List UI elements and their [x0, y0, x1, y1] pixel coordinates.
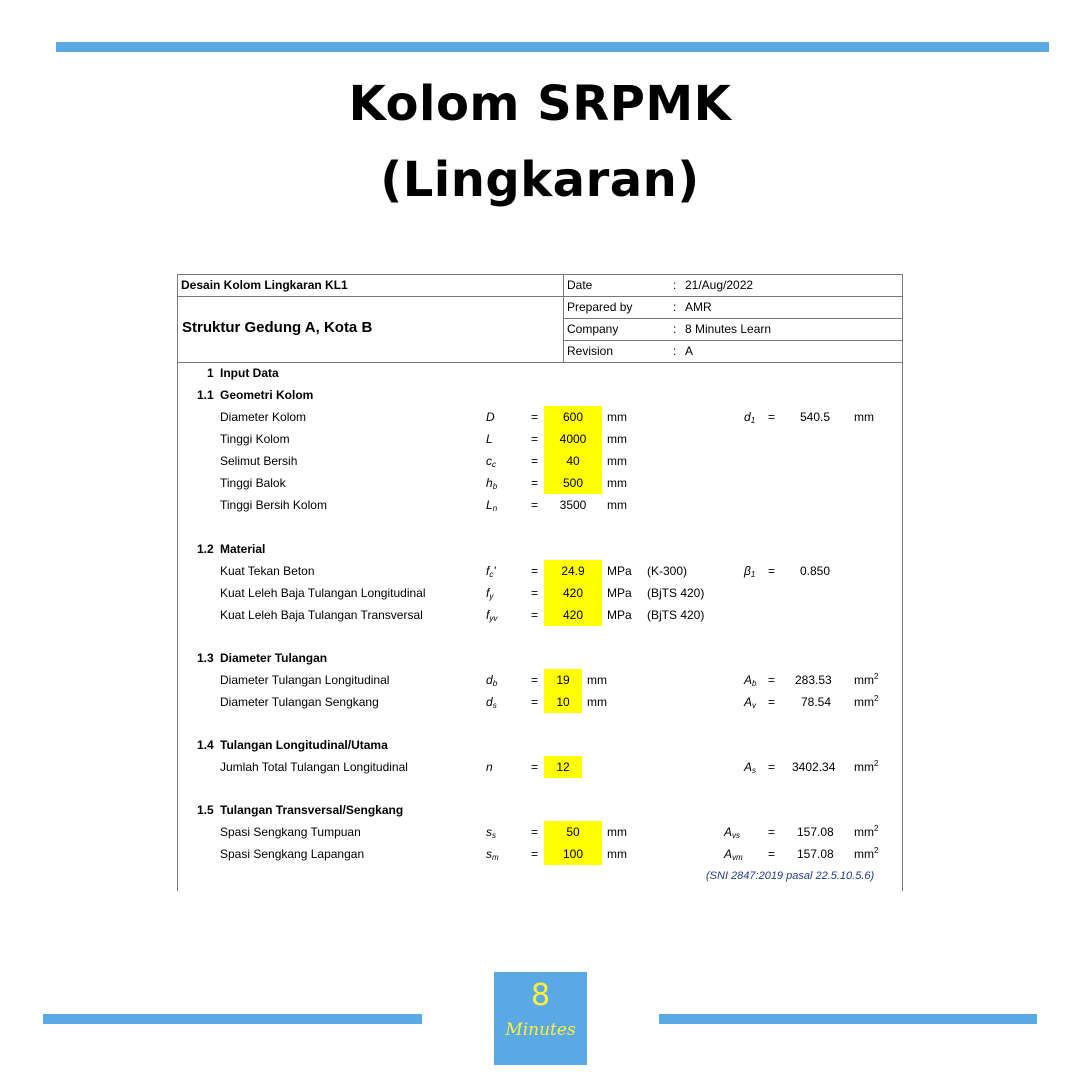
param-symbol: $s_s$ [486, 825, 496, 840]
equals-sign: = [531, 476, 539, 490]
equals-sign: = [531, 432, 539, 446]
result-unit: $mm^2$ [854, 824, 879, 839]
meta-value-revision: A [685, 344, 694, 358]
result-equals: = [768, 673, 776, 687]
param-symbol: $c_c$ [486, 454, 496, 469]
input-value[interactable]: 420 [562, 586, 584, 600]
subsection-number: 1.1 [197, 388, 214, 402]
param-label: Tinggi Bersih Kolom [220, 498, 327, 512]
param-label: Selimut Bersih [220, 454, 298, 468]
param-symbol: $L_n$ [486, 498, 498, 513]
param-symbol: $d_s$ [486, 695, 497, 710]
design-title: Desain Kolom Lingkaran KL1 [181, 278, 348, 292]
grade-label: (BjTS 420) [647, 586, 705, 600]
subsection-title: Tulangan Longitudinal/Utama [220, 738, 388, 752]
result-equals: = [768, 410, 776, 424]
unit-label: MPa [607, 608, 632, 622]
result-symbol: $\beta_1$ [744, 564, 756, 579]
logo-word: Minutes [505, 1020, 576, 1040]
unit-label: mm [607, 454, 627, 468]
meta-label-company: Company [567, 322, 619, 336]
input-value[interactable]: 4000 [559, 432, 587, 446]
result-value: 0.850 [800, 564, 831, 578]
result-unit: $mm^2$ [854, 759, 879, 774]
subsection-number: 1.3 [197, 651, 214, 665]
equals-sign: = [531, 586, 539, 600]
page-title-line1: Kolom SRPMK [348, 76, 732, 132]
result-value: 283.53 [795, 673, 832, 687]
input-value[interactable]: 19 [556, 673, 570, 687]
param-symbol: $h_b$ [486, 476, 498, 491]
subsection-number: 1.4 [197, 738, 214, 752]
meta-sep-prepared-by: : [673, 300, 677, 314]
param-label: Diameter Kolom [220, 410, 307, 424]
input-value[interactable]: 40 [566, 454, 580, 468]
subsection-number: 1.2 [197, 542, 214, 556]
input-value[interactable]: 24.9 [561, 564, 585, 578]
result-equals: = [768, 847, 776, 861]
param-label: Spasi Sengkang Lapangan [220, 847, 365, 861]
input-value[interactable]: 100 [562, 847, 584, 861]
subsection-title: Tulangan Transversal/Sengkang [220, 803, 404, 817]
param-symbol: $f_y$ [486, 586, 494, 601]
param-symbol: $f_{yv}$ [486, 608, 498, 623]
unit-label: mm [607, 410, 627, 424]
result-unit: $mm^2$ [854, 672, 879, 687]
unit-label: mm [607, 825, 627, 839]
input-value[interactable]: 10 [556, 695, 570, 709]
equals-sign: = [531, 608, 539, 622]
brand-logo [494, 972, 587, 1065]
unit-label: mm [607, 432, 627, 446]
param-symbol: n [486, 760, 493, 774]
input-value[interactable]: 420 [562, 608, 584, 622]
input-value[interactable]: 500 [562, 476, 584, 490]
meta-value-company: 8 Minutes Learn [685, 322, 772, 336]
equals-sign: = [531, 760, 539, 774]
result-symbol: $A_b$ [744, 673, 757, 688]
result-unit: $mm^2$ [854, 694, 879, 709]
unit-label: mm [587, 673, 607, 687]
result-value: 157.08 [797, 825, 834, 839]
meta-row-line-3 [178, 362, 902, 363]
param-symbol: L [486, 432, 493, 446]
result-value: 157.08 [797, 847, 834, 861]
project-name: Struktur Gedung A, Kota B [182, 319, 373, 336]
meta-value-prepared-by: AMR [685, 300, 712, 314]
result-unit: mm [854, 410, 874, 424]
calculation-sheet [177, 274, 903, 891]
top-accent-bar [56, 42, 1049, 52]
result-equals: = [768, 695, 776, 709]
page-title-line2: (Lingkaran) [380, 152, 700, 208]
input-value[interactable]: 600 [562, 410, 584, 424]
result-symbol: $A_{vs}$ [724, 825, 741, 840]
equals-sign: = [531, 454, 539, 468]
equals-sign: = [531, 695, 539, 709]
code-reference-note: (SNI 2847:2019 pasal 22.5.10.5.6) [706, 870, 875, 882]
meta-label-revision: Revision [567, 344, 614, 358]
param-label: Kuat Tekan Beton [220, 564, 315, 578]
param-label: Jumlah Total Tulangan Longitudinal [220, 760, 408, 774]
result-value: 3402.34 [792, 760, 836, 774]
equals-sign: = [531, 498, 539, 512]
result-equals: = [768, 760, 776, 774]
unit-label: mm [607, 847, 627, 861]
grade-label: (BjTS 420) [647, 608, 705, 622]
result-symbol: $A_{vm}$ [724, 847, 743, 862]
section-title: Input Data [220, 366, 279, 380]
subsection-title: Diameter Tulangan [220, 651, 328, 665]
bottom-left-accent-bar [43, 1014, 422, 1024]
equals-sign: = [531, 825, 539, 839]
result-equals: = [768, 825, 776, 839]
param-symbol: $f_c'$ [486, 564, 496, 579]
grade-label: (K-300) [647, 564, 688, 578]
result-unit: $mm^2$ [854, 846, 879, 861]
input-value[interactable]: 12 [556, 760, 570, 774]
meta-value-date: 21/Aug/2022 [685, 278, 754, 292]
param-symbol: $d_b$ [486, 673, 498, 688]
result-symbol: $A_v$ [744, 695, 757, 710]
result-symbol: $d_1$ [744, 410, 756, 425]
input-value[interactable]: 50 [566, 825, 580, 839]
computed-value: 3500 [544, 494, 602, 516]
header-divider-bottom [178, 296, 902, 297]
unit-label: mm [607, 498, 627, 512]
param-label: Spasi Sengkang Tumpuan [220, 825, 361, 839]
equals-sign: = [531, 847, 539, 861]
meta-label-date: Date [567, 278, 593, 292]
param-symbol: D [486, 410, 495, 424]
meta-sep-date: : [673, 278, 677, 292]
equals-sign: = [531, 410, 539, 424]
unit-label: MPa [607, 564, 632, 578]
meta-sep-revision: : [673, 344, 677, 358]
param-label: Diameter Tulangan Sengkang [220, 695, 379, 709]
param-label: Kuat Leleh Baja Tulangan Longitudinal [220, 586, 426, 600]
meta-sep-company: : [673, 322, 677, 336]
unit-label: mm [587, 695, 607, 709]
result-value: 78.54 [801, 695, 832, 709]
result-symbol: $A_s$ [744, 760, 757, 775]
result-value: 540.5 [800, 410, 831, 424]
meta-row-line-2 [563, 340, 902, 341]
logo-number: 8 [530, 978, 551, 1013]
equals-sign: = [531, 564, 539, 578]
result-equals: = [768, 564, 776, 578]
subsection-title: Material [220, 542, 266, 556]
unit-label: mm [607, 476, 627, 490]
subsection-title: Geometri Kolom [220, 388, 314, 402]
param-label: Tinggi Balok [220, 476, 286, 490]
equals-sign: = [531, 673, 539, 687]
subsection-number: 1.5 [197, 803, 214, 817]
param-label: Kuat Leleh Baja Tulangan Transversal [220, 608, 423, 622]
param-label: Tinggi Kolom [220, 432, 290, 446]
param-symbol: $s_m$ [486, 847, 499, 862]
bottom-right-accent-bar [659, 1014, 1037, 1024]
unit-label: MPa [607, 586, 632, 600]
section-number: 1 [207, 366, 214, 380]
param-label: Diameter Tulangan Longitudinal [220, 673, 390, 687]
meta-label-prepared-by: Prepared by [567, 300, 633, 314]
